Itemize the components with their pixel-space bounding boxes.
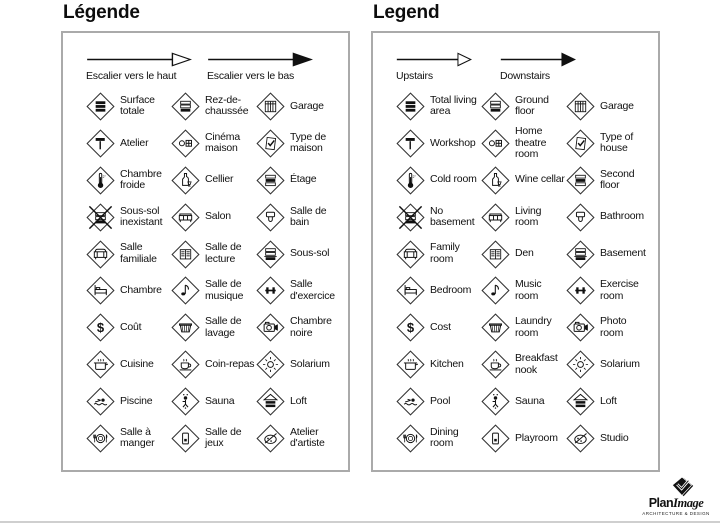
legend-item-label: Total living area [430, 93, 477, 118]
house-checklist-icon [566, 129, 595, 158]
sauna-person-icon [171, 387, 200, 416]
legend-item-label: Garage [600, 99, 634, 112]
laundry-basket-icon [481, 313, 510, 342]
svg-text:2°: 2° [412, 174, 416, 179]
legend-item [171, 387, 256, 416]
panel-title-english: Legend [373, 2, 440, 23]
legend-item [86, 313, 171, 342]
arrow-label: Escalier vers le haut [86, 70, 177, 82]
legend-item [256, 240, 342, 269]
toilet-icon [566, 203, 595, 232]
garage-door-icon [256, 92, 285, 121]
legend-item [86, 203, 171, 232]
legend-item-label: Chambre [120, 284, 162, 297]
arrow-row [86, 48, 348, 82]
legend-item [396, 129, 481, 158]
legend-item [396, 313, 481, 342]
arrow-row [396, 48, 658, 82]
legend-item-label: Salle familiale [120, 241, 157, 265]
legend-item [566, 240, 652, 269]
open-book-icon [171, 240, 200, 269]
legend-item-label: Coin-repas [205, 357, 255, 370]
floors-all-icon [396, 92, 425, 121]
legend-grid [396, 88, 658, 457]
thermometer-icon [86, 166, 115, 195]
planimage-logo [640, 477, 712, 517]
garage-door-icon [566, 92, 595, 121]
swimmer-icon [396, 387, 425, 416]
legend-item-label: Bathroom [600, 210, 644, 223]
legend-item [396, 166, 481, 195]
legend-item [86, 129, 171, 158]
svg-text:$: $ [96, 320, 105, 336]
legend-box [61, 31, 350, 472]
legend-item [396, 240, 481, 269]
legend-item [481, 240, 566, 269]
legend-item [86, 92, 171, 121]
cooking-pot-icon [396, 350, 425, 379]
legend-item [171, 350, 256, 379]
legend-item-label: Basement [600, 247, 646, 260]
legend-item [86, 387, 171, 416]
floor-basement-icon [256, 240, 285, 269]
legend-item [566, 424, 652, 453]
artist-palette-icon [256, 424, 285, 453]
svg-text:$: $ [406, 320, 415, 336]
logo-wordmark: PlanImage [648, 495, 704, 510]
arrow-label: Downstairs [500, 70, 550, 82]
artist-palette-icon [566, 424, 595, 453]
dollar-icon [86, 313, 115, 342]
dollar-icon [396, 313, 425, 342]
arrow-label: Escalier vers le bas [207, 70, 295, 82]
stairs-up-arrow-icon [86, 48, 203, 82]
legend-item-label: Playroom [515, 431, 558, 444]
legend-item-label: Chambre noire [290, 315, 332, 339]
legend-item [566, 203, 652, 232]
legend-item [481, 276, 566, 305]
legend-item-label: Dining room [430, 425, 459, 450]
hammer-icon [86, 129, 115, 158]
legend-item-label: Cinéma maison [205, 130, 240, 155]
legend-item-label: Chambre froide [120, 167, 162, 192]
legend-item-label: Surface totale [120, 93, 155, 118]
legend-item [566, 313, 652, 342]
legend-item [86, 350, 171, 379]
legend-item [171, 240, 256, 269]
legend-item [86, 276, 171, 305]
legend-item-label: Music room [515, 278, 542, 302]
legend-item [171, 313, 256, 342]
camera-icon [256, 313, 285, 342]
legend-item-label: Type of house [600, 130, 634, 155]
legend-grid [86, 88, 348, 457]
arrow-label: Upstairs [396, 70, 433, 82]
legend-item [256, 350, 342, 379]
play-door-icon [481, 424, 510, 453]
house-checklist-icon [256, 129, 285, 158]
open-book-icon [481, 240, 510, 269]
dining-plate-icon [396, 424, 425, 453]
legend-panel-french [61, 2, 350, 472]
legend-item-label: Home theatre room [515, 125, 547, 161]
legend-item-label: Cuisine [120, 357, 154, 370]
legend-item [86, 166, 171, 195]
legend-item [171, 92, 256, 121]
sauna-person-icon [481, 387, 510, 416]
sofa-icon [171, 203, 200, 232]
no-basement-icon [86, 203, 115, 232]
logo-tagline: ARCHITECTURE & DESIGN [642, 511, 710, 516]
legend-item [256, 129, 342, 158]
dumbbell-icon [566, 276, 595, 305]
panel-title-french: Légende [63, 2, 140, 23]
legend-item [566, 92, 652, 121]
legend-item-label: Salle de bain [290, 204, 327, 229]
loft-attic-icon [256, 387, 285, 416]
stairs-up-arrow-icon [396, 48, 478, 82]
legend-item-label: Rez-de-chaussée [205, 93, 249, 118]
legend-item [481, 424, 566, 453]
legend-item [256, 166, 342, 195]
floor-second-icon [566, 166, 595, 195]
legend-item-label: Loft [290, 394, 307, 407]
legend-item [396, 203, 481, 232]
legend-item-label: Garage [290, 99, 324, 112]
legend-item-label: Salon [205, 210, 231, 223]
sun-icon [256, 350, 285, 379]
legend-item [481, 313, 566, 342]
legend-item [566, 129, 652, 158]
play-door-icon [171, 424, 200, 453]
legend-item-label: Bedroom [430, 284, 472, 297]
legend-item [171, 276, 256, 305]
dumbbell-icon [256, 276, 285, 305]
legend-item [86, 240, 171, 269]
legend-item-label: Atelier [120, 136, 149, 149]
legend-item-label: Cellier [205, 173, 234, 186]
legend-item [396, 276, 481, 305]
legend-item [171, 166, 256, 195]
legend-item-label: Coût [120, 321, 142, 333]
wine-bottle-icon [481, 166, 510, 195]
legend-item-label: Workshop [430, 136, 476, 149]
legend-item [171, 129, 256, 158]
projector-icon [481, 129, 510, 158]
legend-item [171, 203, 256, 232]
floors-all-icon [86, 92, 115, 121]
legend-item-label: Kitchen [430, 357, 464, 370]
legend-item [566, 350, 652, 379]
legend-item-label: Studio [600, 431, 629, 444]
legend-item [86, 424, 171, 453]
legend-item [171, 424, 256, 453]
legend-item [256, 313, 342, 342]
legend-item [481, 126, 566, 161]
legend-item-label: Atelier d'artiste [290, 425, 325, 450]
legend-item-label: Sous-sol [290, 247, 330, 260]
legend-item [256, 424, 342, 453]
legend-item [256, 276, 342, 305]
stairs-down-arrow-icon [207, 48, 324, 82]
bed-icon [396, 276, 425, 305]
projector-icon [171, 129, 200, 158]
legend-item-label: Den [515, 247, 534, 260]
legend-item [256, 387, 342, 416]
legend-item [566, 387, 652, 416]
floor-basement-icon [566, 240, 595, 269]
stairs-down-arrow-icon [500, 48, 582, 82]
legend-item [481, 166, 566, 195]
hammer-icon [396, 129, 425, 158]
svg-text:2°: 2° [102, 174, 106, 179]
legend-item [566, 276, 652, 305]
coffee-cup-icon [171, 350, 200, 379]
legend-item-label: Second floor [600, 167, 635, 192]
legend-item-label: Salle d'exercice [290, 278, 335, 302]
legend-item-label: Solarium [600, 357, 640, 370]
music-note-icon [171, 276, 200, 305]
legend-item-label: Salle à manger [120, 425, 155, 450]
legend-item-label: Cold room [430, 173, 477, 186]
legend-item [256, 203, 342, 232]
planimage-check-diamond-icon [670, 477, 694, 498]
laundry-basket-icon [171, 313, 200, 342]
legend-item [396, 387, 481, 416]
legend-item-label: Salle de lavage [205, 315, 242, 339]
legend-item-label: Cost [430, 321, 451, 333]
legend-item-label: Sous-sol inexistant [120, 204, 163, 229]
couch-icon [86, 240, 115, 269]
legend-item [481, 203, 566, 232]
legend-panel-english [371, 2, 660, 472]
sun-icon [566, 350, 595, 379]
dining-plate-icon [86, 424, 115, 453]
legend-item-label: Photo room [600, 315, 627, 339]
legend-item-label: Salle de lecture [205, 241, 242, 265]
legend-item-label: Breakfast nook [515, 352, 558, 376]
cooking-pot-icon [86, 350, 115, 379]
legend-item-label: Sauna [205, 394, 235, 407]
toilet-icon [256, 203, 285, 232]
floor-ground-icon [171, 92, 200, 121]
coffee-cup-icon [481, 350, 510, 379]
legend-item [481, 92, 566, 121]
legend-item-label: Ground floor [515, 93, 549, 118]
legend-item [481, 387, 566, 416]
legend-item-label: Salle de jeux [205, 425, 242, 450]
floor-second-icon [256, 166, 285, 195]
legend-item-label: Living room [515, 204, 542, 229]
legend-item [396, 424, 481, 453]
legend-item [481, 350, 566, 379]
bed-icon [86, 276, 115, 305]
legend-item [396, 92, 481, 121]
legend-item-label: Salle de musique [205, 278, 244, 302]
legend-item-label: Exercise room [600, 278, 639, 302]
legend-item-label: Laundry room [515, 315, 552, 339]
legend-item-label: Piscine [120, 394, 153, 407]
legend-box [371, 31, 660, 472]
music-note-icon [481, 276, 510, 305]
legend-item-label: Étage [290, 173, 317, 186]
legend-item [566, 166, 652, 195]
legend-item-label: No basement [430, 204, 475, 229]
legend-item-label: Loft [600, 394, 617, 407]
sofa-icon [481, 203, 510, 232]
legend-item-label: Family room [430, 241, 460, 265]
legend-item-label: Wine cellar [515, 173, 565, 186]
legend-item [396, 350, 481, 379]
legend-item-label: Type de maison [290, 130, 326, 155]
no-basement-icon [396, 203, 425, 232]
couch-icon [396, 240, 425, 269]
wine-bottle-icon [171, 166, 200, 195]
loft-attic-icon [566, 387, 595, 416]
camera-icon [566, 313, 595, 342]
thermometer-icon [396, 166, 425, 195]
floor-ground-icon [481, 92, 510, 121]
swimmer-icon [86, 387, 115, 416]
legend-item [256, 92, 342, 121]
legend-item-label: Solarium [290, 357, 330, 370]
legend-item-label: Pool [430, 394, 451, 407]
legend-item-label: Sauna [515, 394, 545, 407]
